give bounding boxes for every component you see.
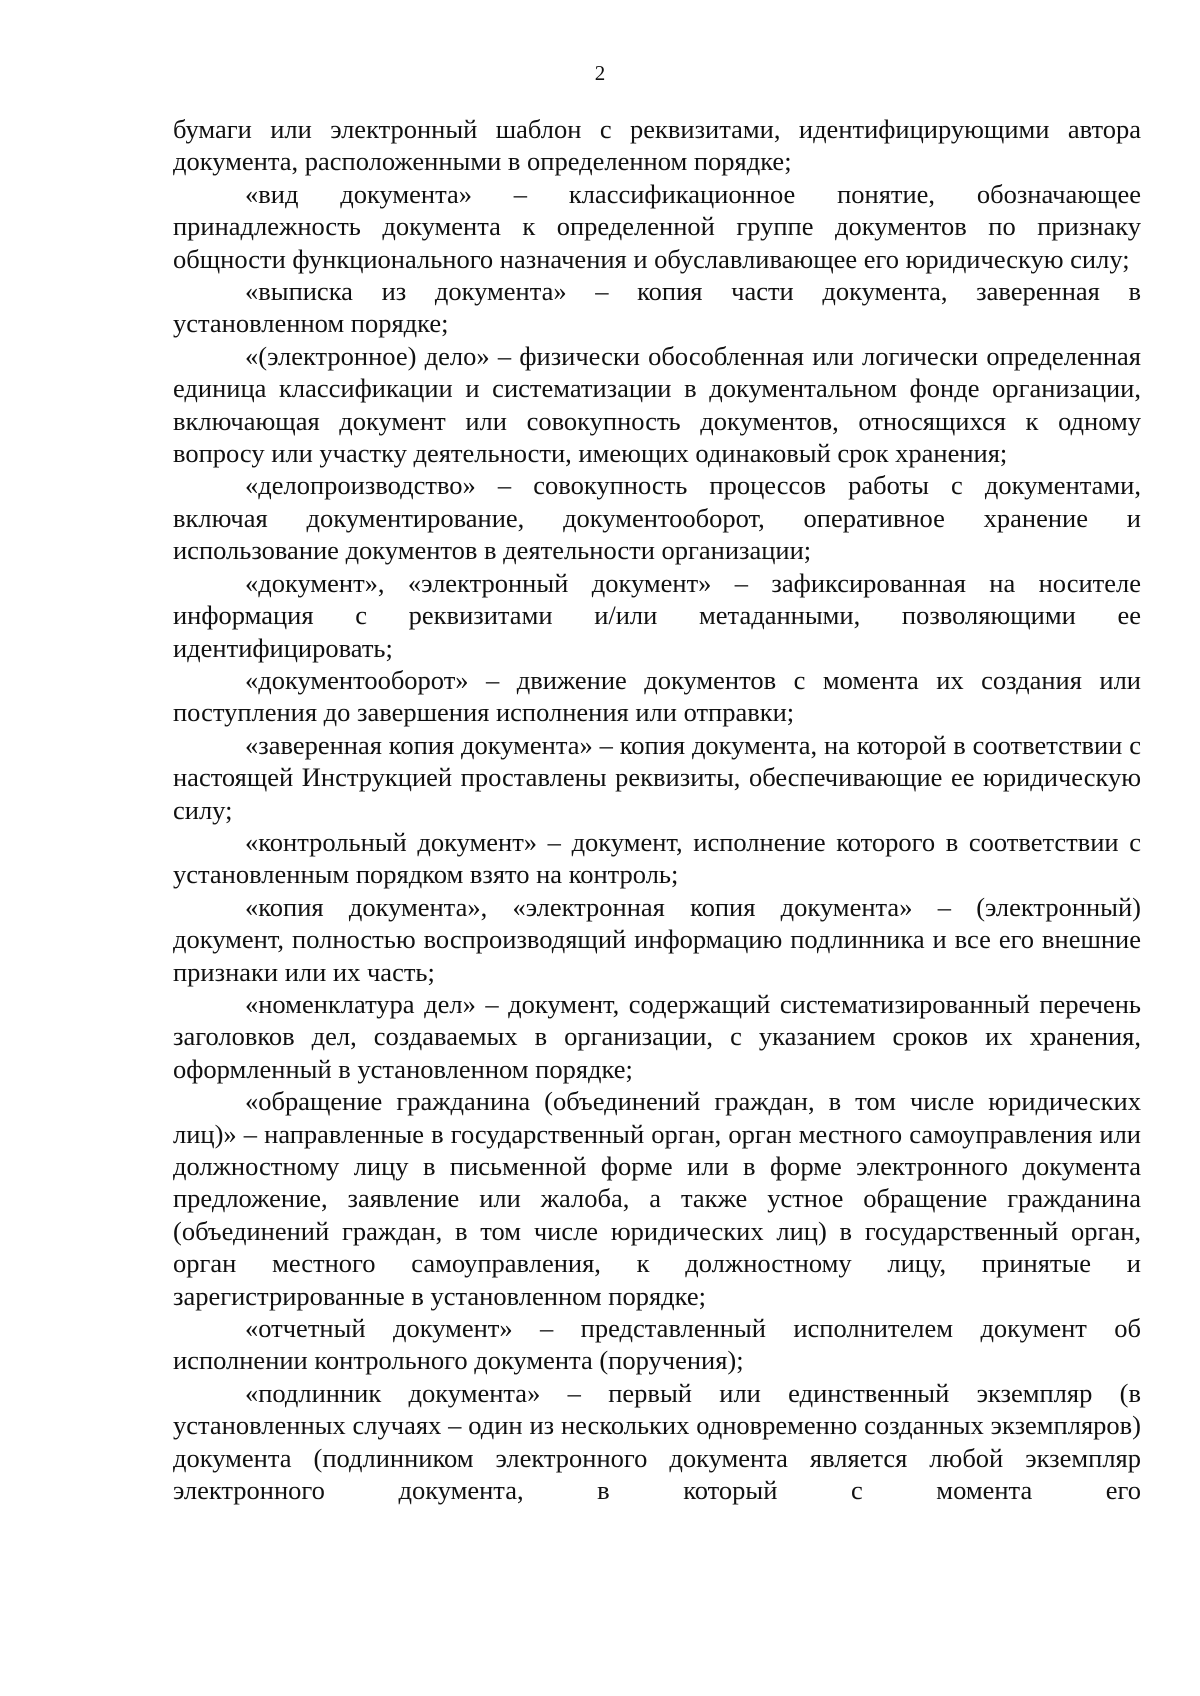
paragraph-report-document: «отчетный документ» – представленный исполнителем документ об исполнении контрольного документа (поручения); — [173, 1313, 1141, 1376]
paragraph-citizen-appeal: «обращение гражданина (объединений граждан, в том числе юридических лиц)» – направленные в государственный орган, орган местного самоуправления или должностному лицу в письменной форме или в форме электронного документа предложение, заявление или жалоба, а также устное обращение гражданина (объединений граждан, в том числе юридических лиц) в государственный орган, орган местного самоуправления, к должностному лицу, принятые и зарегистрированные в установленном порядке; — [173, 1086, 1141, 1311]
paragraph-document-extract: «выписка из документа» – копия части документа, заверенная в установленном порядке; — [173, 276, 1141, 339]
paragraph-case-file: «(электронное) дело» – физически обособленная или логически определенная единица классификации и систематизации в документальном фонде организации, включающая документ или совокупность документов, относящихся к одному вопросу или участку деятельности, имеющих одинаковый срок хранения; — [173, 340, 1141, 469]
paragraph-records-management: «делопроизводство» – совокупность процессов работы с документами, включая документирование, документооборот, оперативное хранение и использование документов в деятельности организации; — [173, 470, 1141, 566]
paragraph-document-copy: «копия документа», «электронная копия документа» – (электронный) документ, полностью воспроизводящий информацию подлинника и все его внешние признаки или их часть; — [173, 891, 1141, 987]
paragraph-continuation: бумаги или электронный шаблон с реквизитами, идентифицирующими автора документа, расположенными в определенном порядке; — [173, 114, 1141, 177]
page-number: 2 — [594, 61, 606, 85]
paragraph-document-type: «вид документа» – классификационное понятие, обозначающее принадлежность документа к определенной группе документов по признаку общности функционального назначения и обуславливающее его юридическую силу; — [173, 178, 1141, 274]
paragraph-control-document: «контрольный документ» – документ, исполнение которого в соответствии с установленным порядком взято на контроль; — [173, 826, 1141, 890]
paragraph-document: «документ», «электронный документ» – зафиксированная на носителе информация с реквизитами и/или метаданными, позволяющими ее идентифицировать; — [173, 567, 1141, 663]
paragraph-case-nomenclature: «номенклатура дел» – документ, содержащий систематизированный перечень заголовков дел, создаваемых в организации, с указанием сроков их хранения, оформленный в установленном порядке; — [173, 988, 1141, 1084]
paragraph-document-flow: «документооборот» – движение документов с момента их создания или поступления до завершения исполнения или отправки; — [173, 664, 1141, 728]
document-body — [173, 113, 1141, 1506]
paragraph-certified-copy: «заверенная копия документа» – копия документа, на которой в соответствии с настоящей Инструкцией проставлены реквизиты, обеспечивающие ее юридическую силу; — [173, 729, 1141, 825]
paragraph-original-document: «подлинник документа» – первый или единственный экземпляр (в установленных случаях – один из нескольких одновременно созданных экземпляров) документа (подлинником электронного документа является любой экземпляр электронного документа, в который с момента его — [173, 1377, 1141, 1506]
